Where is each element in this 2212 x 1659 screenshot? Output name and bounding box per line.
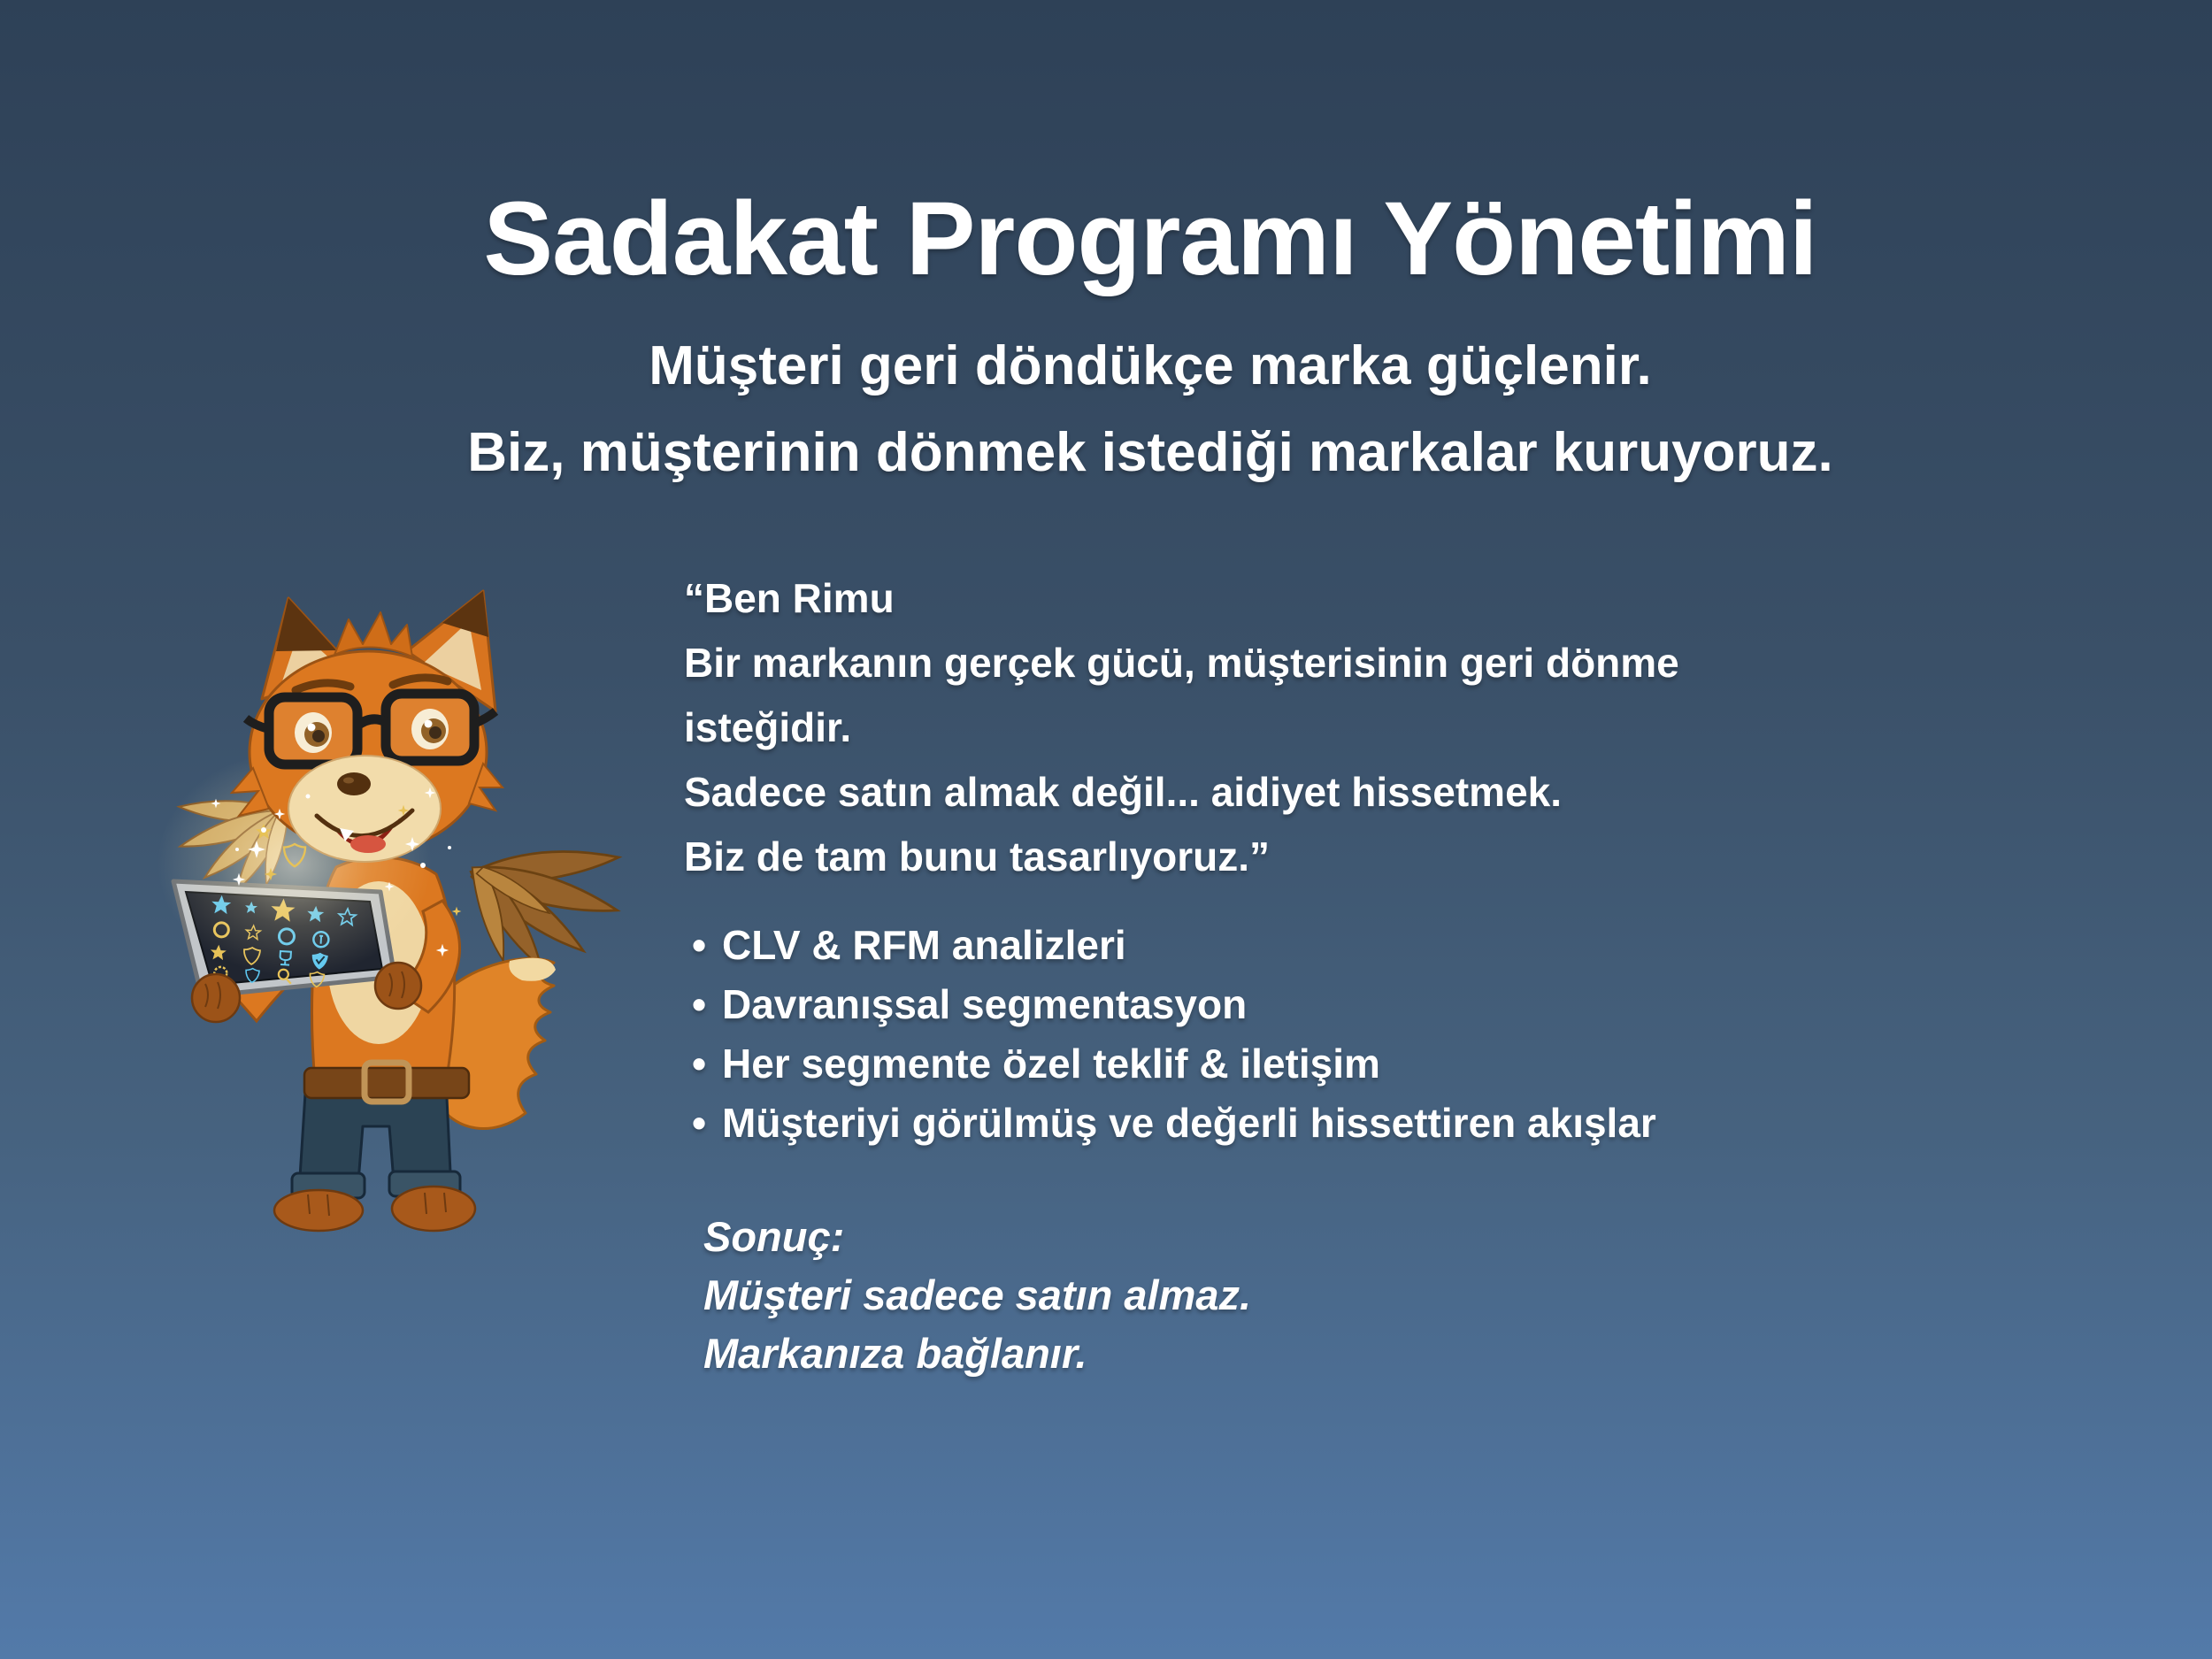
subtitle (88, 323, 2212, 496)
bullet-marker-icon: • (692, 922, 707, 968)
bullet-item-label: Müşteriyi görülmüş ve değerli hissettiren akışlar (722, 1100, 1656, 1146)
bullet-item (692, 1094, 2082, 1153)
bullet-item (692, 975, 2082, 1034)
header (88, 182, 2212, 297)
fox-right-wing (471, 842, 618, 979)
bullet-list (692, 916, 2082, 1153)
bullet-marker-icon: • (692, 981, 707, 1027)
content-column (684, 566, 2082, 1383)
mascot-quote (684, 566, 2082, 889)
bullet-item-label: Davranışsal segmentasyon (722, 981, 1248, 1027)
bullet-marker-icon: • (692, 1100, 707, 1146)
page-title: Sadakat Programı Yönetimi (483, 180, 1817, 297)
fox-feet (274, 1187, 475, 1231)
bullet-item-label: CLV & RFM analizleri (722, 922, 1126, 968)
subtitle-line-2: Biz, müşterinin dönmek istediği markalar kuruyoruz. (467, 422, 1833, 483)
fox-mascot-illustration (131, 582, 626, 1246)
subtitle-line-1: Müşteri geri döndükçe marka güçlenir. (649, 335, 1652, 396)
conclusion-line: Müşteri sadece satın almaz. (703, 1271, 1252, 1318)
conclusion-line: Markanıza bağlanır. (703, 1330, 1087, 1377)
conclusion-line: Sonuç: (703, 1213, 845, 1260)
quote-line: “Ben Rimu (684, 575, 895, 621)
quote-line: isteğidir. (684, 704, 852, 750)
bullet-marker-icon: • (692, 1041, 707, 1087)
bullet-item (692, 1034, 2082, 1094)
bullet-item (692, 916, 2082, 975)
fox-belt (304, 1063, 469, 1102)
conclusion (703, 1208, 2082, 1383)
quote-line: Sadece satın almak değil... aidiyet hissetmek. (684, 769, 1563, 815)
fox-mascot-svg (131, 582, 626, 1246)
quote-line: Bir markanın gerçek gücü, müşterisinin geri dönme (684, 640, 1679, 686)
quote-line: Biz de tam bunu tasarlıyoruz.” (684, 833, 1270, 879)
bullet-item-label: Her segmente özel teklif & iletişim (722, 1041, 1380, 1087)
